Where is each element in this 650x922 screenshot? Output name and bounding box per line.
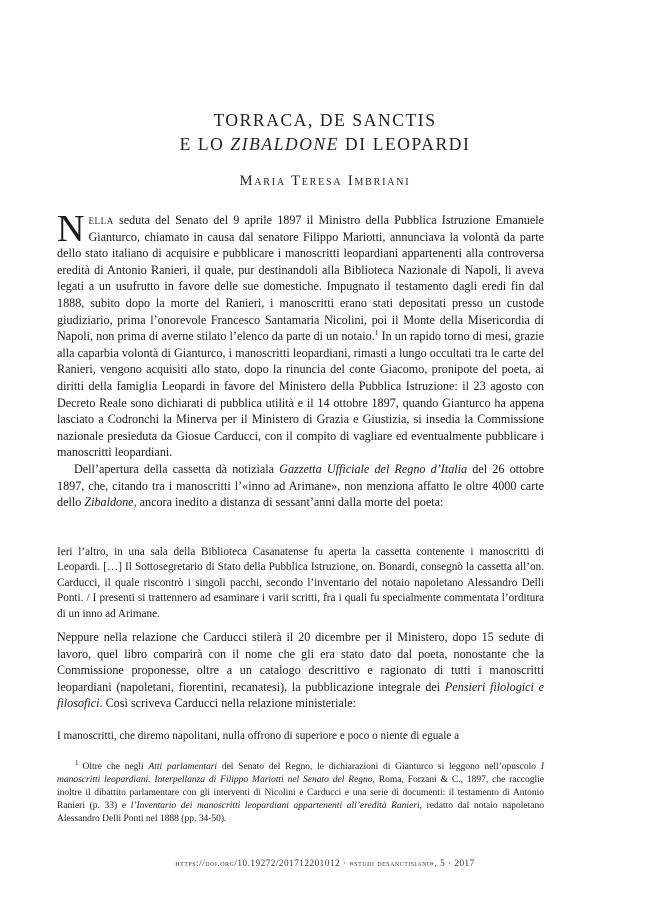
footnote-number: 1 xyxy=(75,759,79,767)
paragraph-text: , ancora inedito a distanza di sessant’anni dalla morte del poeta: xyxy=(133,495,444,510)
article-title-line2 xyxy=(0,134,650,155)
footnote-text: del Senato del Regno, le dichiarazioni di Gianturco si leggono nell’opuscolo xyxy=(217,762,541,773)
title-part: E LO xyxy=(179,134,231,154)
paragraph-text: . Così scriveva Carducci nella relazione ministeriale: xyxy=(99,696,357,711)
page-footer-doi[interactable]: https://doi.org/10.19272/201712201012 · «studi desanctisiani», 5 · 2017 xyxy=(175,858,475,868)
paragraph-2 xyxy=(57,461,544,511)
italic-title: Gazzetta Ufficiale del Regno d’Italia xyxy=(279,461,468,476)
opening-smallcaps: ella xyxy=(88,213,114,227)
article-title-line1: TORRACA, DE SANCTIS xyxy=(213,110,437,130)
footnote-italic: l’Inventario dei manoscritti leopardiani appartenenti all’eredità Ranieri xyxy=(130,801,420,812)
footnote-ref[interactable]: 1 xyxy=(374,328,379,338)
author-name: Maria Teresa Imbriani xyxy=(239,173,411,189)
paragraph-text: del 26 ottobre 1897, che, citando tra i manoscritti l’«inno ad Arimane», non menziona affatto le oltre 4000 carte dello xyxy=(57,461,544,510)
paragraph-1 xyxy=(57,208,544,511)
italic-title: Zibaldone xyxy=(84,495,134,510)
paragraph-text: Neppure nella relazione che Carducci stilerà il 20 dicembre per il Ministero, dopo 15 sedute di lavoro, quel libro comparirà con il nome che gli era stato dato dal poeta, nonostante che la Commissione proponesse, oltre a un catalogo descrittivo e ragionato di tutti i manoscritti leopardiani (napoletani, fiorentini, recanatesi), la pubblicazione integrale dei xyxy=(57,630,544,694)
paragraph-text: seduta del Senato del 9 aprile 1897 il Ministro della Pubblica Istruzione Emanuele Gianturco, chiamato in causa dal senatore Filippo Mariotti, annunciava la volontà da parte dello stato italiano di acquisire e pubblicare i manoscritti leopardiani appartenenti alla controversa eredità di Antonio Ranieri, il quale, pur destinandoli alla Biblioteca Nazionale di Napoli, li aveva legati a un usufrutto in favore delle sue domestiche. Impugnato il testamento dagli eredi fin dal 1888, subito dopo la morte del Ranieri, i manoscritti erano stati depositati presso un custode giudiziario, prima l’onorevole Francesco Santamaria Nicolini, poi il Monte della Misericordia di Napoli, non prima di averne stilato l’elenco da parte di un notaio. xyxy=(57,213,544,344)
footnote-text: Oltre che negli xyxy=(82,762,149,773)
footnote-1 xyxy=(57,757,544,826)
block-quote-2: I manoscritti, che diremo napolitani, nulla offrono di superiore e poco o niente di eguale a xyxy=(57,730,460,742)
italic-title: Pensieri filologici e filosofici xyxy=(57,679,544,711)
drop-cap: N xyxy=(57,208,85,250)
paragraph-3 xyxy=(57,629,544,712)
footnote-italic: Atti parlamentari xyxy=(148,762,218,773)
block-quote-1: Ieri l’altro, in una sala della Biblioteca Casanatense fu aperta la cassetta contenente i manoscritti di Leopardi. […] Il Sottosegretario di Stato della Pubblica Istruzione, on. Bonardi, consegnò la cassetta all’on. Carducci, il quale riscontrò i singoli pacchi, secondo l’inventario del notaio napoletano Alessandro Delli Ponti. / I presenti si trattennero ad esaminare i varii scritti, fra i quali fu specialmente commentata l’orditura di un inno ad Arimane. xyxy=(57,546,544,620)
title-italic-part: ZIBALDONE xyxy=(230,134,340,154)
footnote-text: , Roma, Forzani & C., 1897, che raccoglie inoltre il dibattito parlamentare con gli interventi di Nicolini e Carducci e una serie di documenti: il testamento di Antonio Ranieri (p. 33) e xyxy=(57,775,544,812)
title-part: DI LEOPARDI xyxy=(339,134,471,154)
footnote-text: , redatto dal notaio napoletano Alessandro Delli Ponti nel 1888 (pp. 34-50). xyxy=(57,801,544,825)
footnote-italic: I manoscritti leopardiani. Interpellanza di Filippo Mariotti nel Senato del Regno xyxy=(57,762,544,786)
paragraph-text: In un rapido torno di mesi, grazie alla caparbia volontà di Gianturco, i manoscritti leopardiani, rimasti a lungo occultati tra le carte del Ranieri, vengono acquisiti allo stato, dopo la rinuncia del conte Giacomo, pronipote del poeta, ai diritti della famiglia Leopardi in favore del Ministero della Pubblica Istruzione: il 23 agosto con Decreto Reale sono dichiarati di pubblica utilità e il 14 ottobre 1897, quando Gianturco ha appena lasciato a Codronchi la Minerva per il Ministero di Grazia e Giustizia, si insedia la Commissione nazionale presieduta da Giosue Carducci, con il compito di vagliare ed eventualmente pubblicare i manoscritti leopardiani. xyxy=(57,329,544,460)
paragraph-text: Dell’apertura della cassetta dà notiziala xyxy=(74,461,280,476)
